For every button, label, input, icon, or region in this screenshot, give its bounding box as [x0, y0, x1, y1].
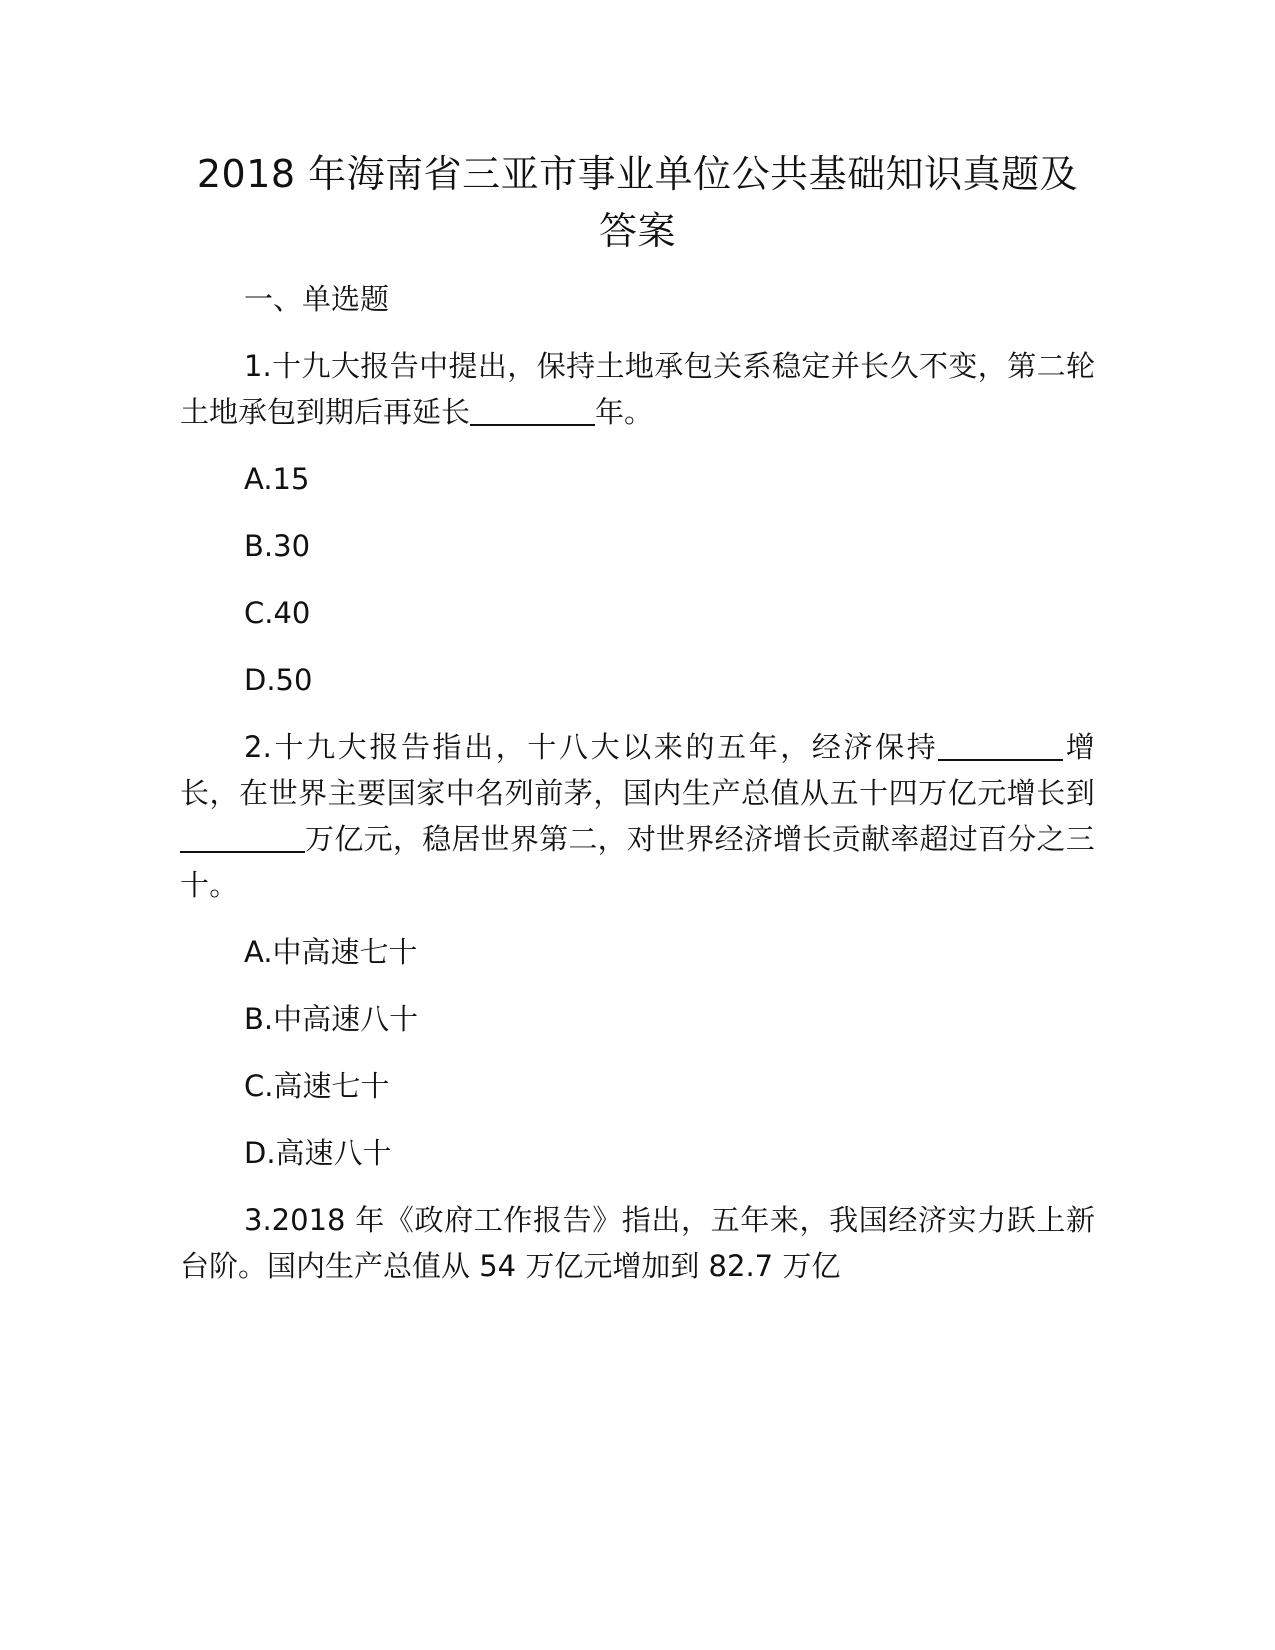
question-1-option-c: C.40	[244, 596, 311, 630]
fill-blank	[938, 729, 1063, 761]
question-1-option-b: B.30	[244, 529, 311, 563]
question-2-option-d: D.高速八十	[244, 1136, 392, 1170]
section-heading: 一、单选题	[244, 282, 390, 316]
question-2-option-c: C.高速七十	[244, 1069, 390, 1103]
question-1-option-d: D.50	[244, 663, 313, 697]
document-title: 2018 年海南省三亚市事业单位公共基础知识真题及答案	[196, 152, 1079, 253]
question-1-option-a: A.15	[244, 462, 310, 496]
question-2-option-b: B.中高速八十	[244, 1002, 419, 1036]
question-2-stem	[180, 724, 1095, 908]
fill-blank	[180, 821, 305, 853]
document-body	[180, 276, 1095, 1310]
question-1-stem	[180, 343, 1095, 435]
question-3-stem: 3.2018 年《政府工作报告》指出，五年来，我国经济实力跃上新台阶。国内生产总值从 54 万亿元增加到 82.7 万亿	[180, 1203, 1095, 1283]
question-2-text-b: 增长，在世界主要国家中名列前茅，国内生产总值从五十四万亿元增长到	[180, 730, 1095, 810]
question-2-text-c: 万亿元，稳居世界第二，对世界经济增长贡献率超过百分之三十。	[180, 822, 1095, 902]
question-1-text-b: 年。	[595, 395, 654, 429]
question-2-text-a: 2.十九大报告指出，十八大以来的五年，经济保持	[244, 730, 939, 764]
question-1-text-a: 1.十九大报告中提出，保持土地承包关系稳定并长久不变，第二轮土地承包到期后再延长	[180, 349, 1095, 429]
fill-blank	[470, 394, 595, 426]
question-2-option-a: A.中高速七十	[244, 935, 418, 969]
